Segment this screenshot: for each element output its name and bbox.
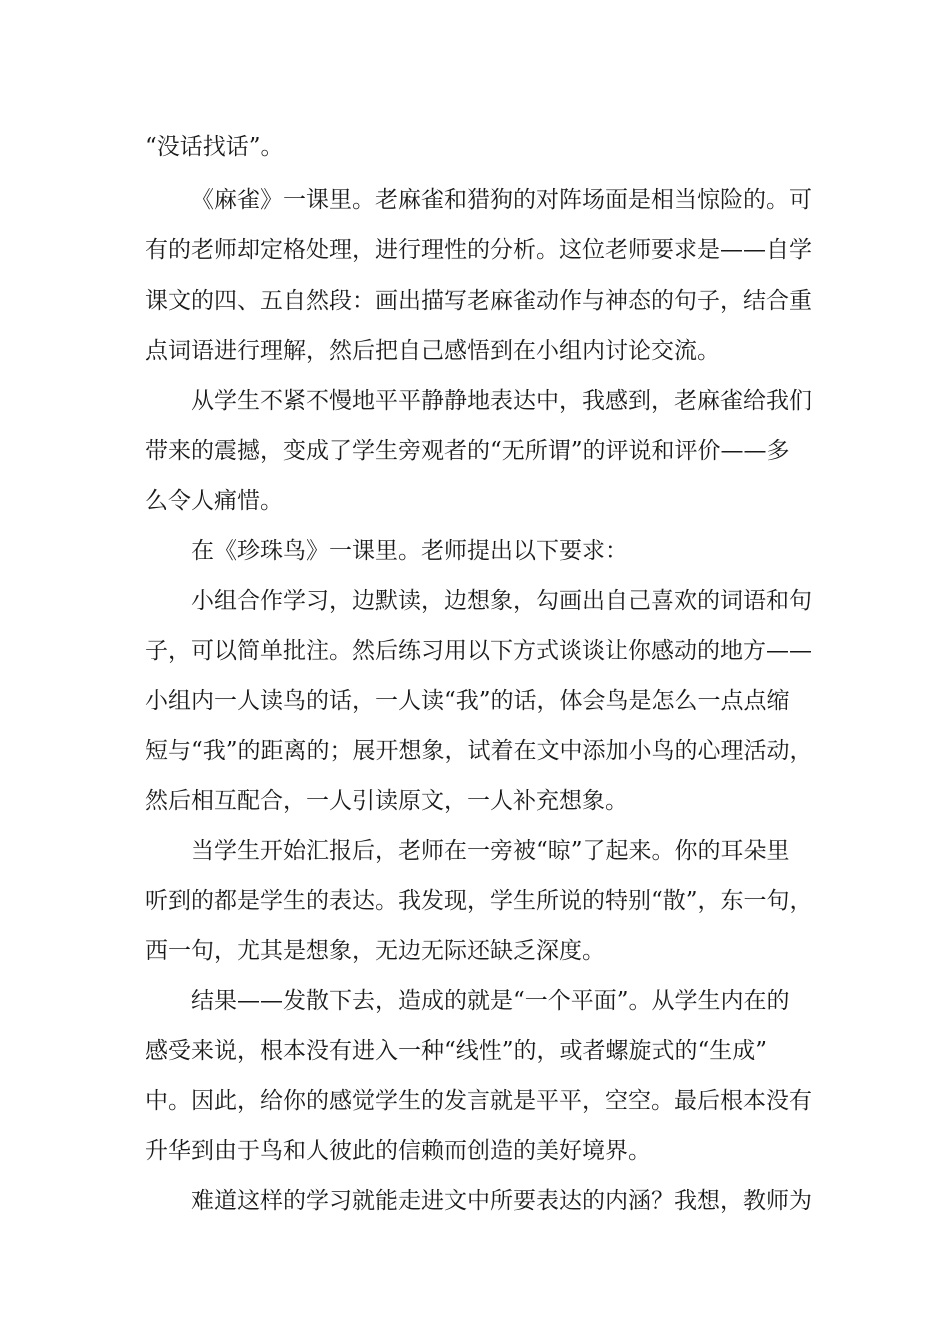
- text-line: 课文的四、五自然段：画出描写老麻雀动作与神态的句子，结合重: [145, 288, 812, 314]
- text-line: 然后相互配合，一人引读原文，一人补充想象。: [145, 788, 628, 814]
- text-line: 有的老师却定格处理，进行理性的分析。这位老师要求是——自学: [145, 237, 812, 263]
- text-line: 升华到由于鸟和人彼此的信赖而创造的美好境界。: [145, 1138, 651, 1164]
- text-line: 西一句，尤其是想象，无边无际还缺乏深度。: [145, 938, 605, 964]
- text-line: 小组内一人读鸟的话，一人读“我”的话，体会鸟是怎么一点点缩: [145, 688, 790, 714]
- paragraph-first-line: 小组合作学习，边默读，边想象，勾画出自己喜欢的词语和句: [191, 588, 812, 614]
- text-line: 短与“我”的距离的；展开想象，试着在文中添加小鸟的心理活动，: [145, 738, 813, 764]
- paragraph-first-line: 结果——发散下去，造成的就是“一个平面”。从学生内在的: [191, 988, 790, 1014]
- paragraph-first-line: 在《珍珠鸟》一课里。老师提出以下要求：: [191, 538, 628, 564]
- paragraph-first-line: 《麻雀》一课里。老麻雀和猎狗的对阵场面是相当惊险的。可: [191, 187, 812, 213]
- paragraph-first-line: 当学生开始汇报后，老师在一旁被“晾”了起来。你的耳朵里: [191, 838, 790, 864]
- paragraph-first-line: 难道这样的学习就能走进文中所要表达的内涵？我想，教师为: [191, 1188, 812, 1214]
- text-line: 子，可以简单批注。然后练习用以下方式谈谈让你感动的地方——: [145, 638, 812, 664]
- text-line: 听到的都是学生的表达。我发现，学生所说的特别“散”，东一句，: [145, 888, 813, 914]
- text-line: “没话找话”。: [145, 134, 284, 160]
- text-line: 点词语进行理解，然后把自己感悟到在小组内讨论交流。: [145, 338, 720, 364]
- text-line: 中。因此，给你的感觉学生的发言就是平平，空空。最后根本没有: [145, 1088, 812, 1114]
- text-line: 么令人痛惜。: [145, 488, 283, 514]
- paragraph-first-line: 从学生不紧不慢地平平静静地表达中，我感到，老麻雀给我们: [191, 388, 812, 414]
- text-line: 带来的震撼，变成了学生旁观者的“无所谓”的评说和评价——多: [145, 438, 790, 464]
- text-line: 感受来说，根本没有进入一种“线性”的，或者螺旋式的“生成”: [145, 1038, 768, 1064]
